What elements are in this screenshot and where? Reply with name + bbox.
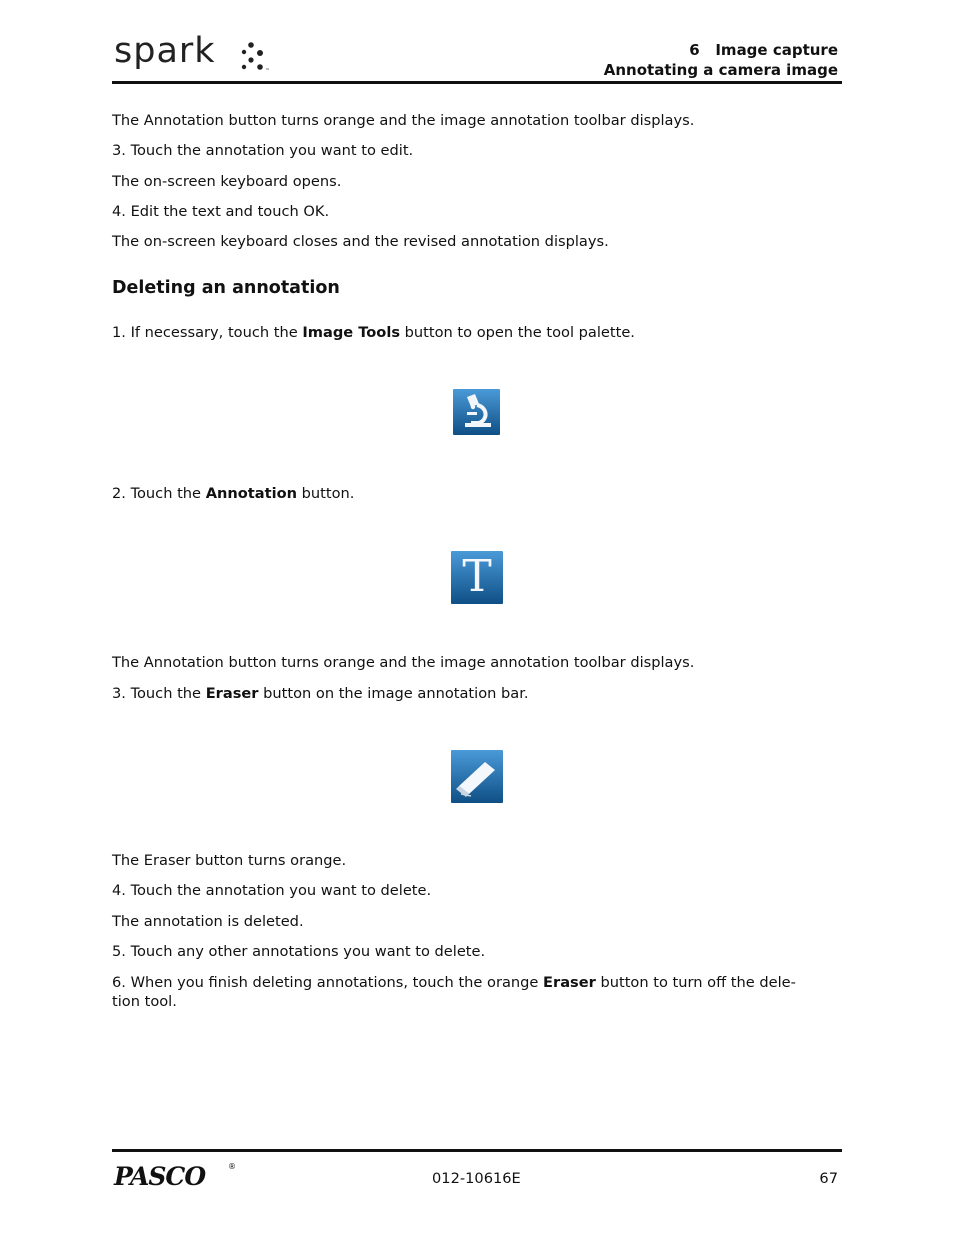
page-number: 67 [819, 1170, 838, 1187]
eraser-icon [451, 750, 503, 803]
eraser-term: Eraser [543, 974, 596, 991]
step-item: 5. Touch any other annotations you want to delete. [112, 943, 486, 960]
spark-logo-text: spark [114, 31, 216, 71]
paragraph: The Eraser button turns orange. [112, 852, 347, 869]
step-item: 1. If necessary, touch the Image Tools button to open the tool palette. [112, 324, 635, 341]
chapter-title: 6 Image capture [689, 41, 838, 59]
document-number: 012-10616E [432, 1170, 521, 1187]
section-heading: Deleting an annotation [112, 278, 340, 298]
spark-logo-dots-icon [238, 42, 274, 74]
paragraph: The Annotation button turns orange and the image annotation toolbar displays. [112, 112, 695, 129]
running-header [604, 40, 838, 80]
image-tools-term: Image Tools [302, 324, 401, 341]
registered-mark: ® [228, 1162, 236, 1171]
step-item: 4. Edit the text and touch OK. [112, 203, 330, 220]
step-item: 3. Touch the Eraser button on the image annotation bar. [112, 685, 529, 702]
step-item: 4. Touch the annotation you want to delete. [112, 882, 432, 899]
footer-rule [112, 1149, 842, 1152]
step-item: 2. Touch the Annotation button. [112, 485, 355, 502]
annotation-glyph: T [462, 551, 492, 602]
trademark-mark: ™ [265, 68, 270, 74]
paragraph: The Annotation button turns orange and the image annotation toolbar displays. [112, 654, 695, 671]
pasco-logo [114, 1164, 238, 1190]
header-rule [112, 81, 842, 84]
annotation-term: Annotation [205, 485, 298, 502]
step-item: 6. When you finish deleting annotations, touch the orange Eraser button to turn off the dele- [112, 974, 796, 991]
section-title: Annotating a camera image [603, 61, 838, 79]
eraser-term: Eraser [205, 685, 259, 702]
paragraph: The on-screen keyboard opens. [112, 173, 342, 190]
paragraph: The on-screen keyboard closes and the revised annotation displays. [112, 233, 609, 250]
text-t-icon [451, 551, 503, 604]
step-item-continued: tion tool. [112, 993, 177, 1010]
pasco-logo-text: PASCO [114, 1162, 206, 1191]
paragraph: The annotation is deleted. [112, 913, 304, 930]
step-item: 3. Touch the annotation you want to edit. [112, 142, 414, 159]
microscope-icon [453, 389, 500, 435]
